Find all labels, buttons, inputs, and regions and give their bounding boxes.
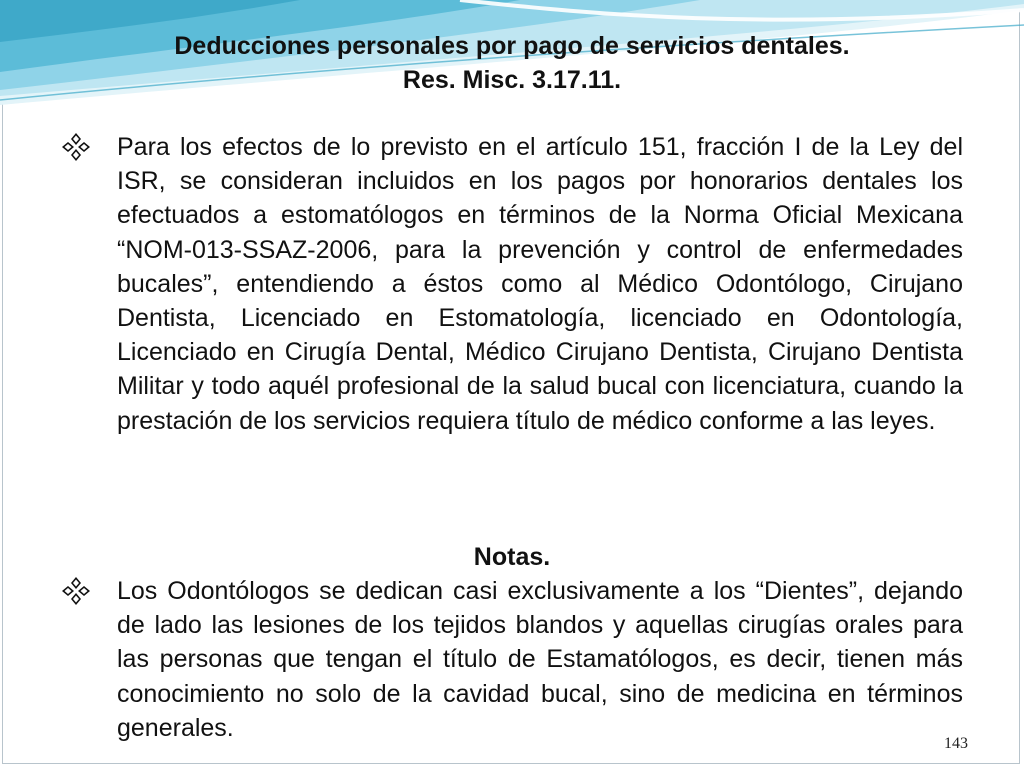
page-number: 143 bbox=[944, 735, 968, 752]
body-paragraph-1: Para los efectos de lo previsto en el artículo 151, fracción I de la Ley del ISR, se consideran incluidos en los pagos por honorarios dentales los efectuados a estomatólogos en términos de la Norma Oficial Mexicana “NOM-013-SSAZ-2006, para la prevención y control de enfermedades bucales”, entendiendo a éstos como al Médico Odontólogo, Cirujano Dentista, Licenciado en Estomatología, licenciado en Odontología, Licenciado en Cirugía Dental, Médico Cirujano Dentista, Cirujano Dentista Militar y todo aquél profesional de la salud bucal con licenciatura, cuando la prestación de los servicios requiera título de médico conforme a las leyes. bbox=[117, 133, 963, 435]
four-diamond-bullet-icon bbox=[60, 575, 92, 607]
slide-title: Deducciones personales por pago de servicios dentales. bbox=[174, 32, 850, 60]
body-paragraph-2: Los Odontólogos se dedican casi exclusivamente a los “Dientes”, dejando de lado las lesiones de los tejidos blandos y aquellas cirugías orales para las personas que tengan el título de Estamatólogos, es decir, tienen más conocimiento no solo de la cavidad bucal, sino de medicina en términos generales. bbox=[117, 577, 963, 742]
four-diamond-bullet-icon bbox=[60, 131, 92, 163]
notes-heading: Notas. bbox=[473, 543, 551, 571]
slide-subtitle: Res. Misc. 3.17.11. bbox=[402, 66, 622, 94]
